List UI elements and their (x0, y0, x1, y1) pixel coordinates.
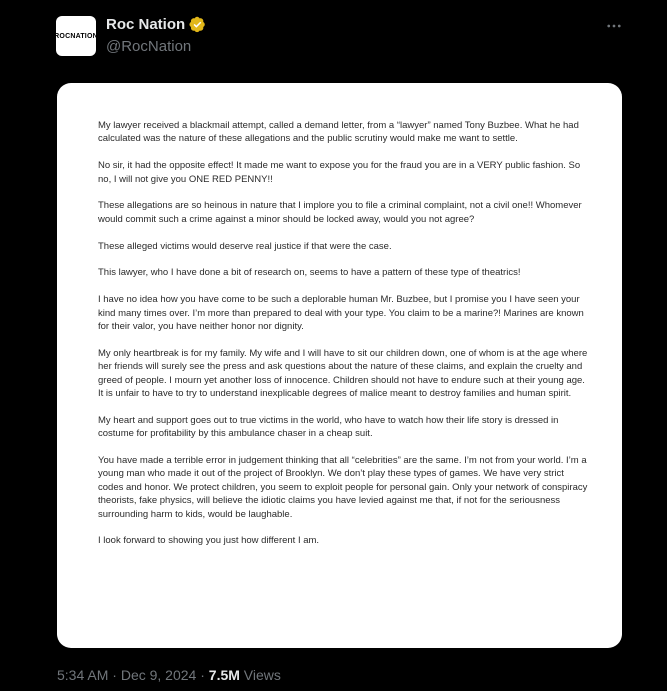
post-time[interactable]: 5:34 AM (57, 667, 109, 683)
letter-paragraph: You have made a terrible error in judgement thinking that all “celebrities” are the same. I’m not from your world. I’m a young man who made it out of the project of Brooklyn. We don’t play these types of games. We have very strict codes and honor. We protect children, you seem to exploit people for personal gain. Only your network of conspiracy theorists, fake physics, will believe the idiotic claims you have levied against me that, if not for the seriousness surrounding harm to kids, would be laughable. (98, 455, 588, 520)
statement-letter (98, 119, 588, 561)
letter-paragraph: These allegations are so heinous in nature that I implore you to file a criminal complaint, not a civil one!! Whomever would commit such a crime against a minor should be locked away, would you not agree? (98, 200, 582, 225)
author-name-row (106, 16, 206, 33)
views-label: Views (243, 667, 281, 683)
display-name[interactable]: Roc Nation (106, 16, 186, 33)
separator-dot: · (112, 667, 117, 683)
letter-paragraph: My only heartbreak is for my family. My wife and I will have to sit our children down, one of whom is at the age where her friends will surely see the press and ask questions about the nature of these claims, and explain the cruelty and greed of people. I mourn yet another loss of innocence. Children should not have to endure such at their young age. It is unfair to have to try to understand inexplicable degrees of malice meant to destroy families and human spirit. (98, 347, 588, 400)
letter-paragraph: This lawyer, who I have done a bit of research on, seems to have a pattern of these type of theatrics! (98, 267, 521, 279)
avatar-logo-text: ROCNATION (54, 32, 98, 40)
letter-paragraph: My lawyer received a blackmail attempt, called a demand letter, from a “lawyer” named Tony Buzbee. What he had calculated was the nature of these allegations and the public scrutiny would make me want to settle. (98, 120, 579, 145)
letter-paragraph: No sir, it had the opposite effect! It made me want to expose you for the fraud you are in a VERY public fashion. So no, I will not give you ONE RED PENNY!! (98, 160, 581, 185)
letter-paragraph: These alleged victims would deserve real justice if that were the case. (98, 240, 392, 252)
verified-badge-icon[interactable] (189, 16, 206, 33)
letter-paragraph: I have no idea how you have come to be such a deplorable human Mr. Buzbee, but I promise you I have seen your kind many times over. I’m more than prepared to deal with your type. You claim to be a marine?! Marines are known for their valor, you have neither honor nor dignity. (98, 294, 584, 333)
avatar[interactable] (56, 16, 96, 56)
post-image[interactable] (57, 83, 622, 648)
post-header (0, 0, 667, 80)
separator-dot: · (200, 667, 205, 683)
more-options-icon[interactable] (604, 16, 624, 36)
post-metadata (57, 667, 281, 683)
letter-paragraph: My heart and support goes out to true victims in the world, who have to watch how their life story is dressed in costume for profitability by this ambulance chaser in a cheap suit. (98, 414, 559, 440)
letter-paragraph: I look forward to showing you just how different I am. (98, 535, 320, 547)
post-date[interactable]: Dec 9, 2024 (120, 667, 197, 683)
views-count[interactable]: 7.5M (208, 667, 240, 683)
user-handle[interactable]: @RocNation (106, 38, 192, 55)
